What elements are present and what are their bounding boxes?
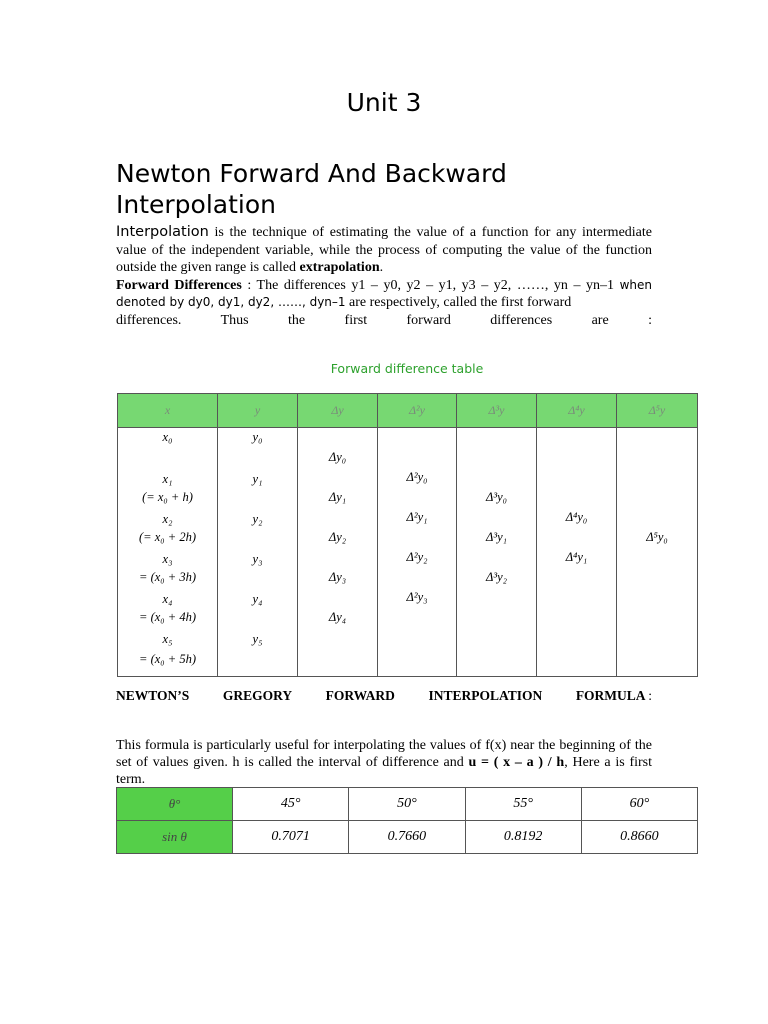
forward-differences-last-line: differences. Thus the first forward differences are :	[116, 312, 652, 328]
title-line-1: Newton Forward And Backward	[116, 159, 507, 188]
delta1-column	[298, 428, 378, 677]
theta-value-cell: 60°	[581, 788, 697, 821]
header-delta1: Δy	[298, 394, 378, 428]
page-title	[116, 158, 676, 220]
delta5-column	[617, 428, 698, 677]
delta3-entry: Δ³y₁	[486, 530, 507, 544]
table-header-row	[118, 394, 698, 428]
delta2-entry: Δ²y₁	[406, 510, 428, 524]
x-entry: x₁	[162, 472, 173, 486]
theta-value-cell: 45°	[233, 788, 349, 821]
delta3-entry: Δ³y₀	[486, 490, 507, 504]
y-entry: y₁	[252, 472, 263, 486]
intro-period: .	[379, 260, 384, 275]
delta5-entry: Δ⁵y₀	[646, 530, 668, 544]
sine-value-cell: 0.8660	[581, 821, 697, 854]
delta3-entry: Δ³y₂	[486, 570, 507, 584]
theta-row	[117, 788, 698, 821]
x-entry: (= x₀ + h)	[142, 490, 193, 504]
forward-differences-label: Forward Differences	[116, 277, 242, 293]
table-body-row	[118, 428, 698, 677]
y-entry: y₀	[252, 430, 263, 444]
delta4-entry: Δ⁴y₁	[565, 550, 588, 564]
title-line-2: Interpolation	[116, 190, 276, 219]
heading-word: INTERPOLATION	[428, 688, 543, 703]
u-definition: u = ( x – a ) / h	[468, 755, 565, 770]
sine-value-cell: 0.7660	[349, 821, 465, 854]
x-entry: = (x₀ + 3h)	[139, 570, 196, 584]
x-entry: = (x₀ + 4h)	[139, 610, 196, 624]
y-entry: y₄	[252, 592, 263, 606]
y-entry: y₂	[252, 512, 263, 526]
x-column	[118, 428, 218, 677]
x-entry: x₃	[162, 552, 173, 566]
delta2-entry: Δ²y₀	[406, 470, 428, 484]
forward-differences-text-1: : The differences y1 – y0, y2 – y1, y3 – y2, ……, yn – yn–1	[241, 277, 620, 293]
header-y: y	[218, 394, 298, 428]
delta1-entry: Δy₄	[328, 610, 347, 624]
formula-paragraph	[116, 737, 652, 788]
intro-body: is the technique of estimating the value of a function for any intermediate value of the independent variable, while the process of computing the value of the function outside the given range is called	[116, 225, 652, 275]
heading-word: NEWTON’S	[116, 688, 190, 703]
unit-title: Unit 3	[346, 88, 422, 117]
theta-value-cell: 50°	[349, 788, 465, 821]
formula-paragraph-text-2: , Here a is first term.	[116, 755, 652, 787]
x-entry: x₀	[162, 430, 173, 444]
header-delta2: Δ²y	[378, 394, 457, 428]
y-entry: y₅	[252, 632, 263, 646]
delta2-entry: Δ²y₃	[406, 590, 428, 604]
delta1-entry: Δy₀	[328, 450, 347, 464]
delta2-entry: Δ²y₂	[406, 550, 428, 564]
heading-word-last: FORMULA :	[575, 688, 652, 703]
delta4-column	[537, 428, 617, 677]
interpolation-term: Interpolation	[116, 224, 209, 240]
forward-differences-text-2: when denoted by dy0, dy1, dy2, ……, dyn–1	[116, 277, 652, 309]
delta1-entry: Δy₂	[328, 530, 347, 544]
forward-difference-table	[117, 393, 698, 677]
y-entry: y₃	[252, 552, 263, 566]
sine-value-cell: 0.7071	[233, 821, 349, 854]
x-entry: x₅	[162, 632, 173, 646]
delta2-column	[378, 428, 457, 677]
intro-paragraph	[116, 224, 652, 329]
x-entry: x₂	[162, 512, 173, 526]
table-caption: Forward difference table	[330, 361, 484, 376]
delta1-entry: Δy₃	[328, 570, 347, 584]
sine-value-cell: 0.8192	[465, 821, 581, 854]
delta4-entry: Δ⁴y₀	[565, 510, 588, 524]
y-column	[218, 428, 298, 677]
header-delta4: Δ⁴y	[537, 394, 617, 428]
x-entry: x₄	[162, 592, 173, 606]
sine-label-cell: sin θ	[117, 821, 233, 854]
heading-word: GREGORY	[222, 688, 293, 703]
theta-label-cell: θ°	[117, 788, 233, 821]
formula-paragraph-text-1: This formula is particularly useful for interpolating the values of f(x) near the beginning of the set of values given. h is called the interval of difference and	[116, 738, 652, 770]
x-entry: (= x₀ + 2h)	[139, 530, 196, 544]
heading-word: FORWARD	[325, 688, 395, 703]
x-entry: = (x₀ + 5h)	[139, 652, 196, 666]
forward-differences-text-3: are respectively, called the first forward	[345, 295, 572, 310]
sine-values-table	[116, 787, 698, 854]
formula-heading	[116, 688, 652, 704]
delta3-column	[457, 428, 537, 677]
delta1-entry: Δy₁	[328, 490, 347, 504]
header-delta5: Δ⁵y	[617, 394, 698, 428]
header-x: x	[118, 394, 218, 428]
header-delta3: Δ³y	[457, 394, 537, 428]
extrapolation-term: extrapolation	[299, 260, 380, 275]
sine-row	[117, 821, 698, 854]
theta-value-cell: 55°	[465, 788, 581, 821]
